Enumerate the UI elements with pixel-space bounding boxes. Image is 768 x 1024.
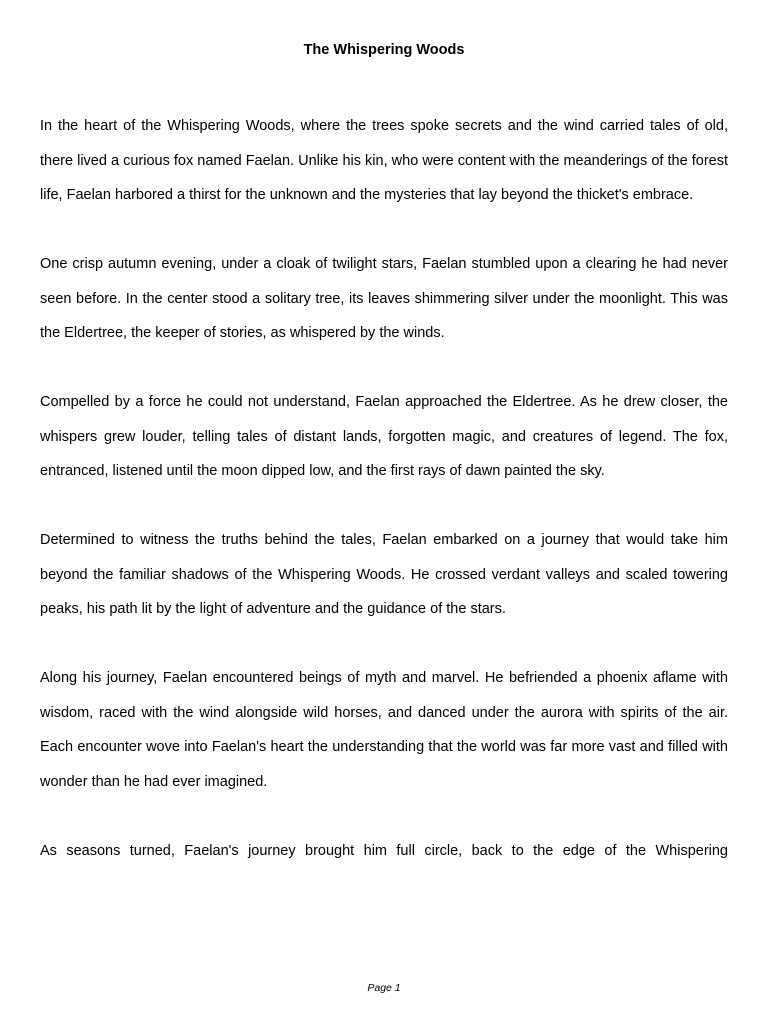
paragraph-5: Along his journey, Faelan encountered beings of myth and marvel. He befriended a phoenix aflame with wisdom, raced with the wind alongside wild horses, and danced under the aurora with spirits of the air. Each encounter wove into Faelan's heart the understanding that the world was far more vast and filled with wonder than he had ever imagined. (40, 670, 728, 790)
paragraph-1: In the heart of the Whispering Woods, where the trees spoke secrets and the wind carried tales of old, there lived a curious fox named Faelan. Unlike his kin, who were content with the meanderings of the forest life, Faelan harbored a thirst for the unknown and the mysteries that lay beyond the thicket's embrace. (40, 118, 728, 203)
paragraph-2: One crisp autumn evening, under a cloak of twilight stars, Faelan stumbled upon a clearing he had never seen before. In the center stood a solitary tree, its leaves shimmering silver under the moonlight. This was the Eldertree, the keeper of stories, as whispered by the winds. (40, 256, 728, 341)
paragraph-3: Compelled by a force he could not understand, Faelan approached the Eldertree. As he drew closer, the whispers grew louder, telling tales of distant lands, forgotten magic, and creatures of legend. The fox, entranced, listened until the moon dipped low, and the first rays of dawn painted the sky. (40, 394, 728, 479)
document-title: The Whispering Woods (303, 42, 465, 58)
paragraph-4: Determined to witness the truths behind the tales, Faelan embarked on a journey that would take him beyond the familiar shadows of the Whispering Woods. He crossed verdant valleys and scaled towering peaks, his path lit by the light of adventure and the guidance of the stars. (40, 532, 728, 617)
document-body (40, 109, 728, 903)
page-number: Page 1 (367, 982, 401, 994)
paragraph-6: As seasons turned, Faelan's journey brought him full circle, back to the edge of the Whispering (40, 842, 728, 859)
